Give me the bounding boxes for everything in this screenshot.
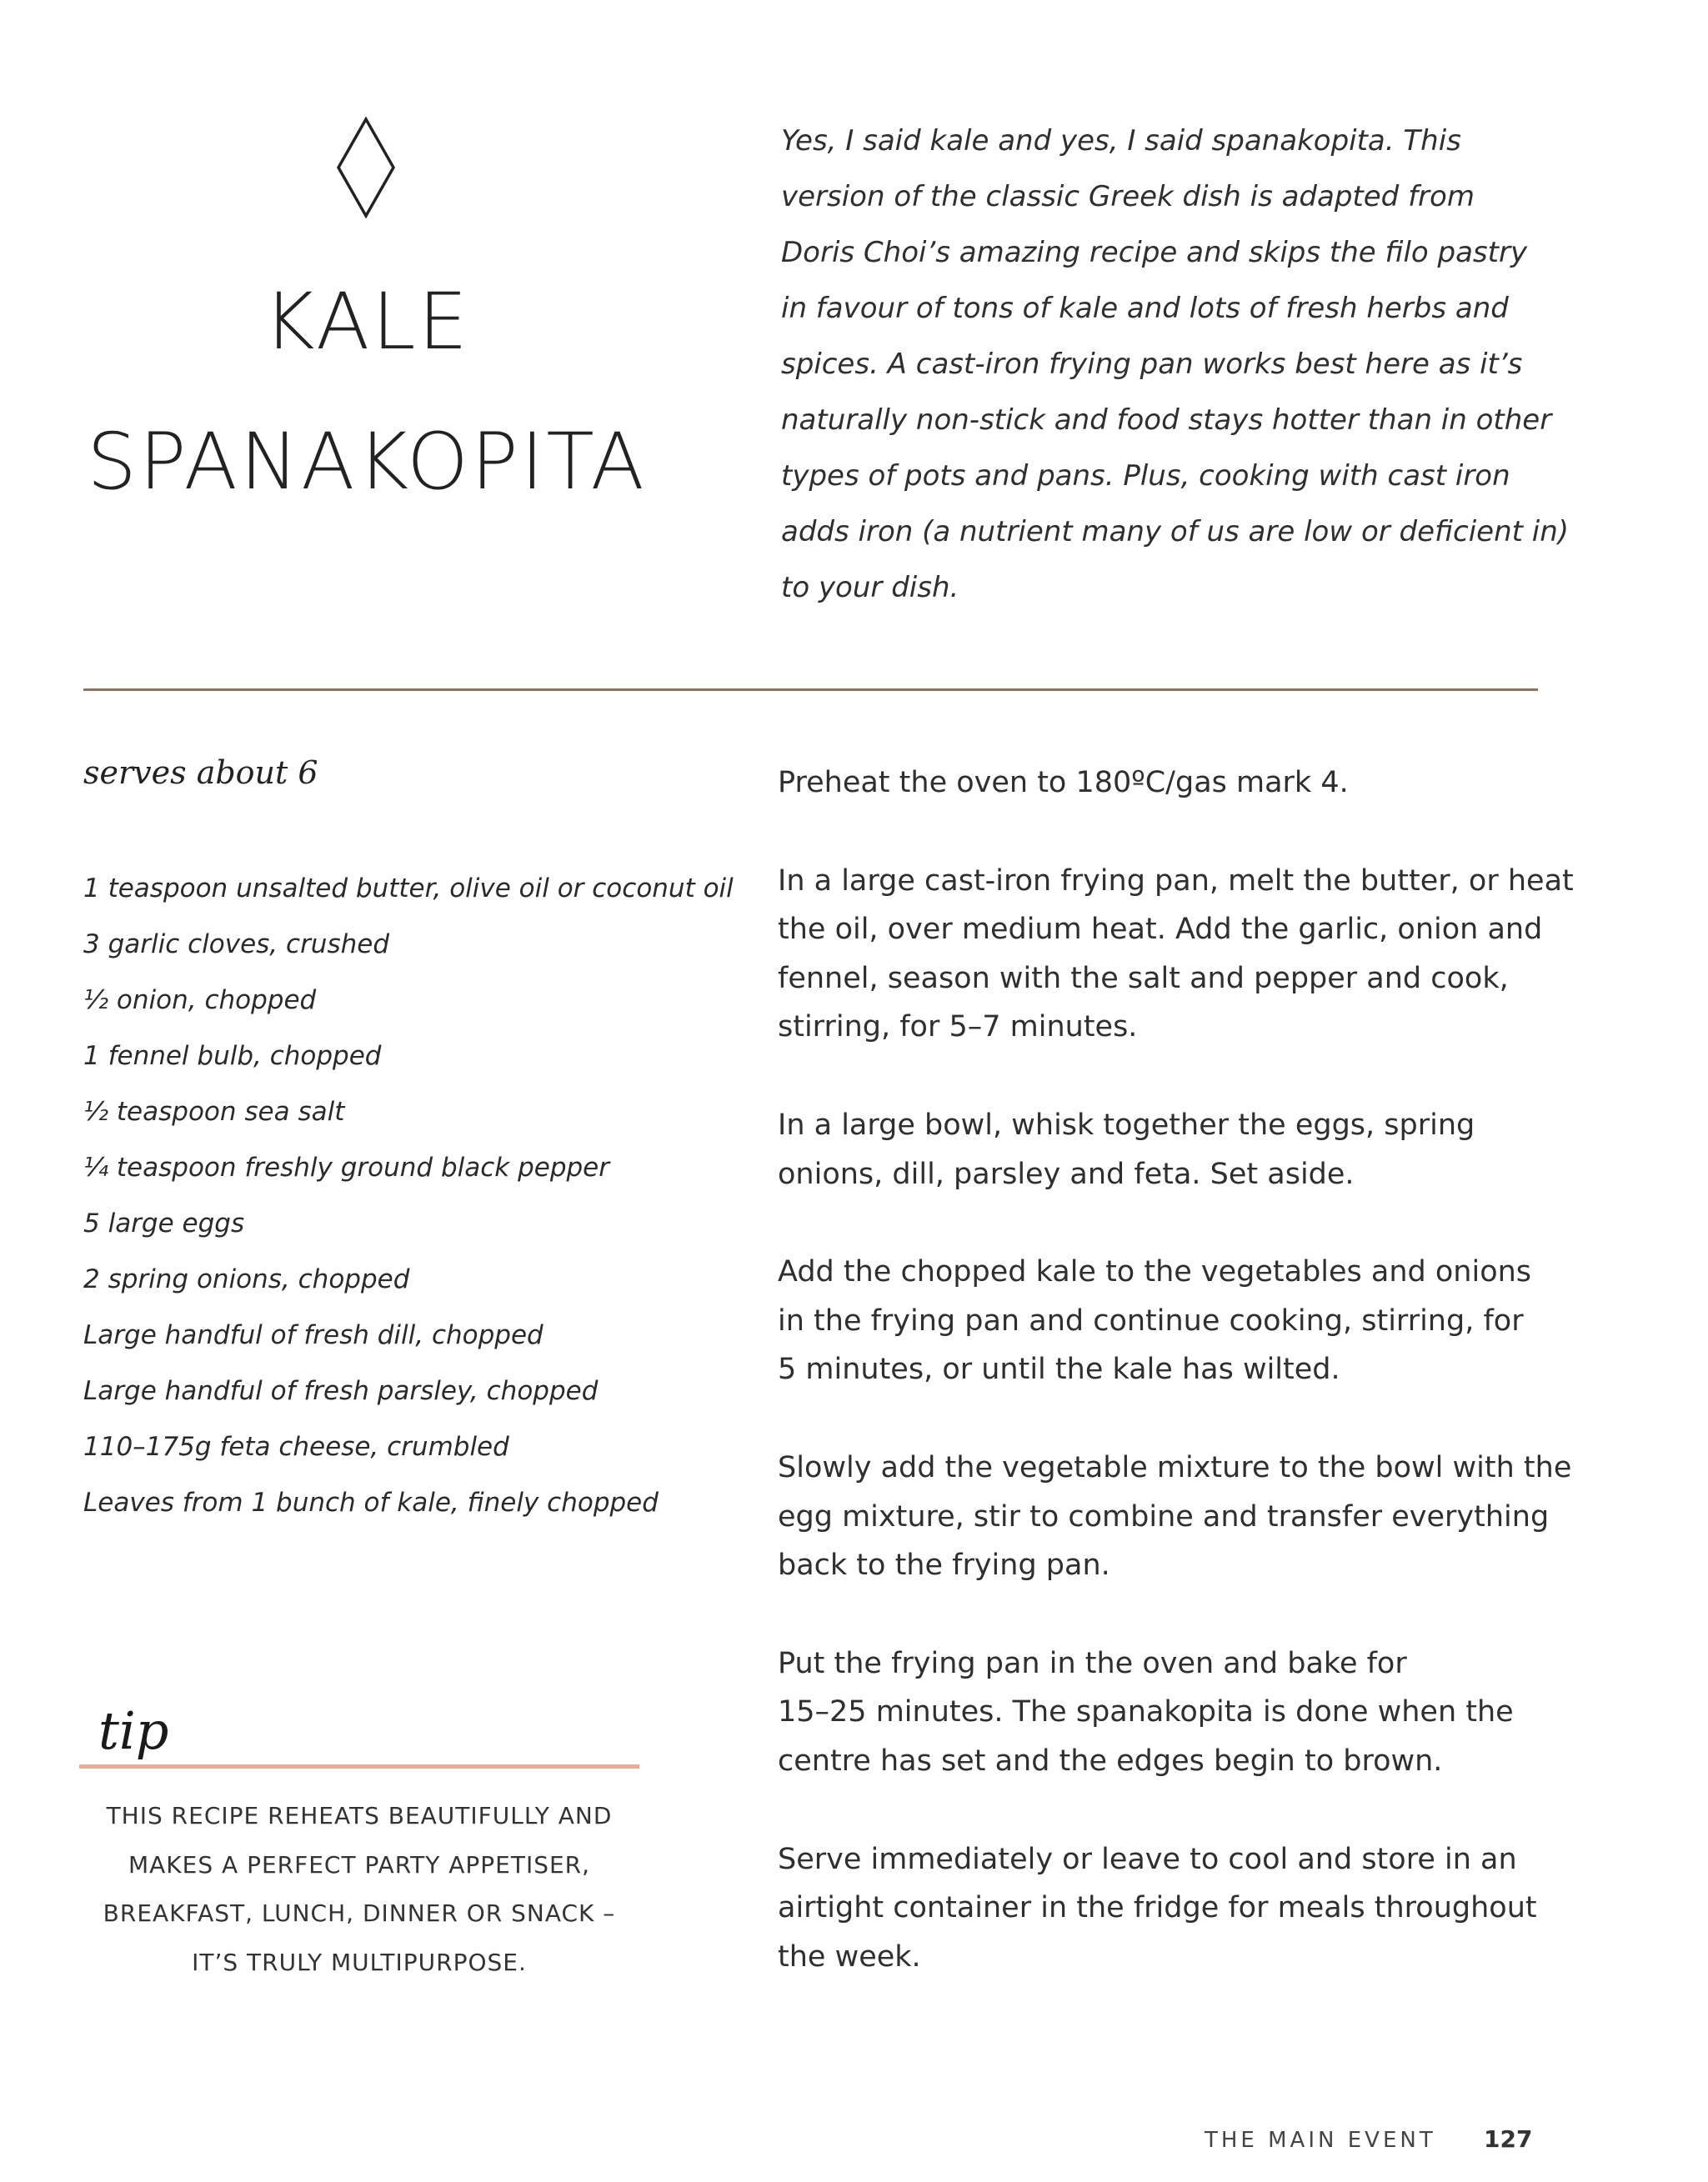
method-step <box>778 1248 1561 1394</box>
method-step-line: the oil, over medium heat. Add the garlic, onion and <box>778 913 1543 947</box>
intro-line: to your dish. <box>781 571 959 604</box>
ingredient-item: 3 garlic cloves, crushed <box>83 929 390 959</box>
method-step-line: stirring, for 5–7 minutes. <box>778 1010 1138 1044</box>
tip-line: MAKES A PERFECT PARTY APPETISER, <box>128 1850 591 1879</box>
method-step-line: in the frying pan and continue cooking, stirring, for <box>778 1304 1524 1338</box>
intro-line: in favour of tons of kale and lots of fresh herbs and <box>781 292 1509 325</box>
method-step-line: egg mixture, stir to combine and transfer everything <box>778 1499 1550 1534</box>
tip-line: BREAKFAST, LUNCH, DINNER OR SNACK – <box>103 1899 616 1927</box>
method-step-line: centre has set and the edges begin to brown. <box>778 1744 1443 1778</box>
ingredient-item: 1 teaspoon unsalted butter, olive oil or coconut oil <box>83 873 734 903</box>
intro-paragraph <box>781 113 1615 616</box>
method-step <box>778 857 1574 1052</box>
intro-line: Doris Choi’s amazing recipe and skips the filo pastry <box>781 236 1528 269</box>
recipe-title-line-2: SPANAKOPITA <box>87 417 647 508</box>
tip-underline <box>79 1764 639 1769</box>
section-divider <box>83 688 1538 691</box>
method-step <box>778 1101 1561 1199</box>
method-step-line: In a large cast-iron frying pan, melt the butter, or heat <box>778 863 1574 898</box>
ingredient-item: 2 spring onions, chopped <box>83 1264 410 1294</box>
method-step <box>778 1639 1561 1786</box>
tip-line: IT’S TRULY MULTIPURPOSE. <box>192 1948 527 1976</box>
method-step-line: fennel, season with the salt and pepper and cook, <box>778 961 1509 995</box>
ingredient-item: 110–175g feta cheese, crumbled <box>83 1432 509 1462</box>
method-step-line: Add the chopped kale to the vegetables and onions <box>778 1255 1532 1289</box>
footer-section-name: THE MAIN EVENT <box>1205 2128 1436 2153</box>
method-step-line: back to the frying pan. <box>778 1549 1110 1583</box>
ingredient-item: ½ onion, chopped <box>83 985 317 1015</box>
ingredient-item: ½ teaspoon sea salt <box>83 1097 345 1127</box>
method-step-line: Preheat the oven to 180ºC/gas mark 4. <box>778 766 1349 799</box>
method-step-line: In a large bowl, whisk together the eggs, spring <box>778 1108 1475 1142</box>
tip-text <box>79 1792 639 1987</box>
method-step <box>778 758 1561 808</box>
method-step-line: 5 minutes, or until the kale has wilted. <box>778 1353 1340 1387</box>
intro-line: types of pots and pans. Plus, cooking with cast iron <box>781 459 1510 493</box>
intro-line: naturally non-stick and food stays hotter than in other <box>781 403 1552 437</box>
ingredient-list <box>83 861 734 1531</box>
method-step-line: the week. <box>778 1939 921 1974</box>
serves-label: serves about 6 <box>83 754 318 791</box>
intro-line: version of the classic Greek dish is adapted from <box>781 180 1475 213</box>
ingredient-item: ¼ teaspoon freshly ground black pepper <box>83 1153 610 1183</box>
method-step-line: Serve immediately or leave to cool and store in an <box>778 1842 1517 1876</box>
page-number: 127 <box>1484 2125 1533 2153</box>
intro-line: Yes, I said kale and yes, I said spanakopita. This <box>781 124 1461 158</box>
ingredient-item: Large handful of fresh parsley, chopped <box>83 1376 599 1406</box>
method-step-line: 15–25 minutes. The spanakopita is done when the <box>778 1695 1514 1729</box>
method-steps <box>778 758 1574 2030</box>
ingredient-item: Large handful of fresh dill, chopped <box>83 1320 543 1350</box>
method-step-line: Slowly add the vegetable mixture to the bowl with the <box>778 1450 1572 1484</box>
diamond-icon <box>336 117 396 218</box>
ingredient-item: Leaves from 1 bunch of kale, finely chopped <box>83 1488 659 1518</box>
method-step-line: airtight container in the fridge for meals throughout <box>778 1891 1537 1925</box>
ingredient-item: 1 fennel bulb, chopped <box>83 1041 382 1071</box>
tip-label: tip <box>98 1700 169 1761</box>
tip-line: THIS RECIPE REHEATS BEAUTIFULLY AND <box>106 1802 613 1829</box>
method-step-line: onions, dill, parsley and feta. Set aside. <box>778 1157 1355 1191</box>
intro-line: adds iron (a nutrient many of us are low or deficient in) <box>781 515 1570 548</box>
method-step <box>778 1835 1561 1982</box>
intro-line: spices. A cast-iron frying pan works best here as it’s <box>781 348 1523 381</box>
ingredient-item: 5 large eggs <box>83 1209 245 1239</box>
method-step-line: Put the frying pan in the oven and bake for <box>778 1646 1407 1680</box>
method-step <box>778 1444 1572 1590</box>
recipe-title-line-1: KALE <box>263 277 471 368</box>
